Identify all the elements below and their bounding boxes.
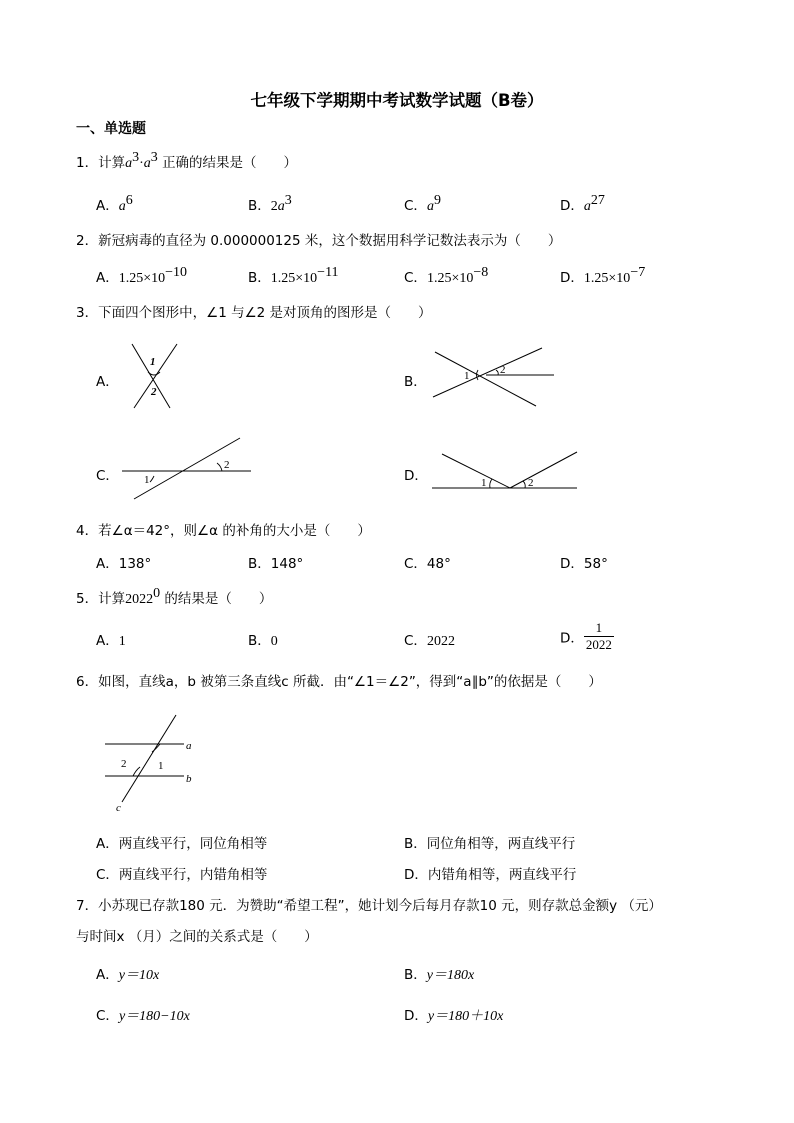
svg-text:1: 1 [150, 356, 156, 368]
svg-text:1: 1 [464, 370, 470, 382]
q4-option-d[interactable]: D．58° [560, 556, 608, 572]
question-7-line-1: 7．小苏现已存款180 元．为赞助“希望工程”，她计划今后每月存款10 元，则存款总金额y （元） [76, 898, 662, 914]
question-2: 2．新冠病毒的直径为 0.000000125 米，这个数据用科学记数法表示为（ ） [76, 233, 562, 249]
question-3: 3．下面四个图形中，∠1 与∠2 是对顶角的图形是（ ） [76, 305, 432, 321]
question-5: 5．计算2022$^0$ 的结果是（ ） [76, 586, 273, 607]
q1-option-a[interactable]: A．$a^6$ [96, 193, 133, 214]
q5-option-c[interactable]: C．2022 [404, 633, 455, 649]
q3-option-c[interactable]: C． [96, 468, 119, 484]
q2-option-c[interactable]: C．$1.25\times 10^{-8}$ [404, 265, 489, 286]
q6-option-d[interactable]: D．内错角相等，两直线平行 [404, 867, 577, 883]
q3-option-b[interactable]: B． [404, 374, 427, 390]
svg-text:a: a [186, 740, 192, 752]
question-4: 4．若∠α＝42°，则∠α 的补角的大小是（ ） [76, 523, 371, 539]
q4-option-b[interactable]: B．148° [248, 556, 304, 572]
svg-text:2: 2 [121, 758, 127, 770]
q7-option-a[interactable]: A．y＝10x [96, 967, 160, 983]
q2-option-d[interactable]: D．$1.25\times 10^{-7}$ [560, 265, 646, 286]
question-7-line-2: 与时间x （月）之间的关系式是（ ） [76, 929, 318, 945]
svg-text:2: 2 [500, 364, 506, 376]
svg-text:2: 2 [528, 477, 534, 489]
q5-option-a[interactable]: A．1 [96, 633, 126, 649]
section-heading: 一、单选题 [76, 121, 146, 137]
svg-text:1: 1 [481, 477, 487, 489]
svg-text:1: 1 [158, 760, 164, 772]
q7-option-d[interactable]: D．y＝180＋10x [404, 1008, 504, 1024]
svg-text:1: 1 [144, 474, 150, 486]
svg-text:b: b [186, 773, 192, 785]
q5-option-d[interactable]: D． $\frac{1}{2022}$ [560, 620, 612, 652]
q2-option-b[interactable]: B．$1.25\times 10^{-11}$ [248, 265, 339, 286]
q3-figure-a [125, 340, 185, 412]
svg-text:2: 2 [151, 386, 157, 398]
q1-option-b[interactable]: B．$2a^3$ [248, 193, 292, 214]
q1-option-c[interactable]: C．$a^9$ [404, 193, 441, 214]
q6-option-c[interactable]: C．两直线平行，内错角相等 [96, 867, 268, 883]
q5-option-b[interactable]: B．0 [248, 633, 278, 649]
svg-text:c: c [116, 802, 121, 814]
q7-option-c[interactable]: C．y＝180−10x [96, 1008, 190, 1024]
question-1: 1．计算$a^3\cdot a^3$ 正确的结果是（ ） [76, 150, 298, 171]
q3-option-a[interactable]: A． [96, 374, 119, 390]
q7-option-b[interactable]: B．y＝180x [404, 967, 475, 983]
svg-text:2: 2 [224, 459, 230, 471]
q3-option-d[interactable]: D． [404, 468, 428, 484]
q6-option-b[interactable]: B．同位角相等，两直线平行 [404, 836, 576, 852]
q3-figure-b [430, 344, 560, 412]
q6-option-a[interactable]: A．两直线平行，同位角相等 [96, 836, 268, 852]
question-6: 6．如图，直线a，b 被第三条直线c 所截．由“∠1＝∠2”，得到“a∥b”的依据是（ ） [76, 674, 602, 690]
q6-figure [100, 712, 210, 816]
q3-figure-d [430, 450, 580, 492]
page-title: 七年级下学期期中考试数学试题（B卷） [250, 91, 544, 110]
q4-option-a[interactable]: A．138° [96, 556, 152, 572]
q1-option-d[interactable]: D．$a^{27}$ [560, 193, 605, 214]
q3-figure-c [120, 436, 254, 504]
q2-option-a[interactable]: A．$1.25\times 10^{-10}$ [96, 265, 188, 286]
q4-option-c[interactable]: C．48° [404, 556, 451, 572]
